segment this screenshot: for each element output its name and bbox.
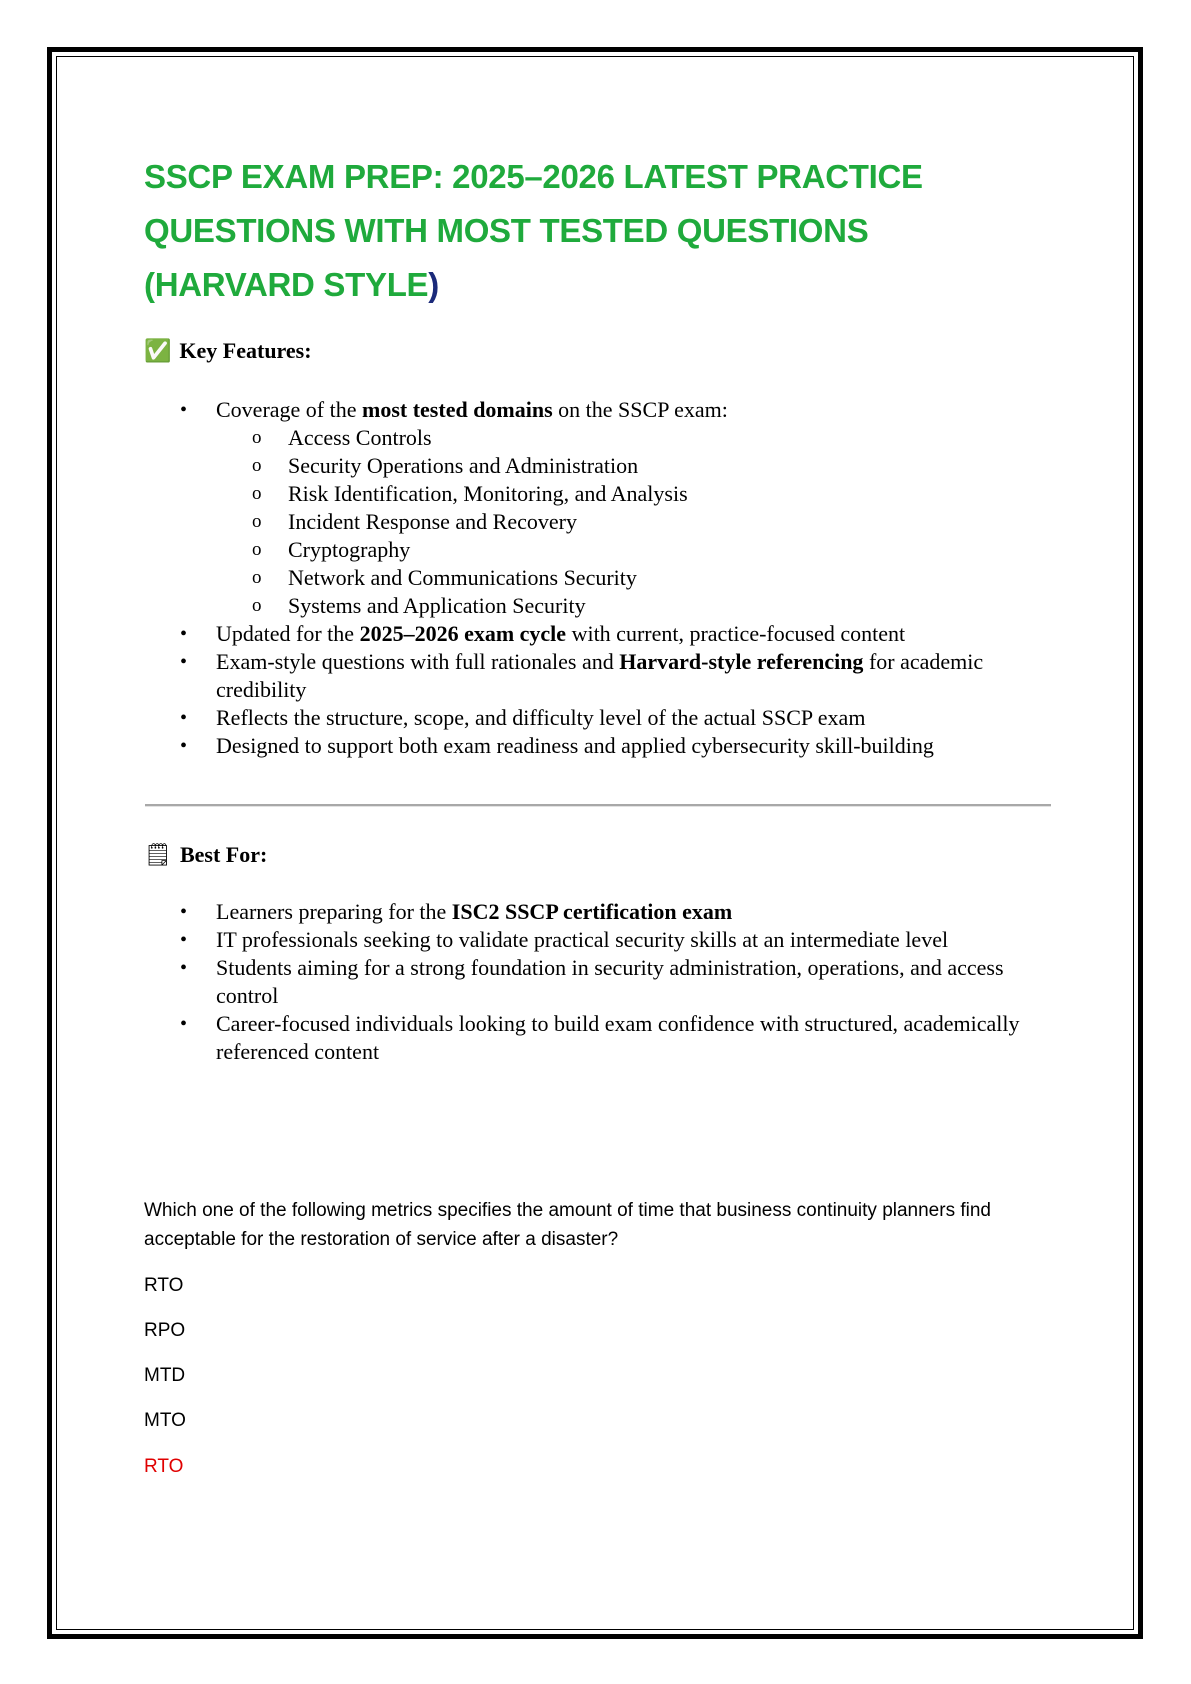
key-features-heading: ✅ Key Features: [144, 338, 312, 363]
circle-bullet-icon: o [252, 567, 262, 588]
best-for-list [144, 898, 1044, 1066]
best-for-heading: 🗒 Best For: [144, 842, 268, 867]
circle-bullet-icon: o [252, 483, 262, 504]
circle-bullet-icon: o [252, 595, 262, 616]
domain-item: o Cryptography [252, 537, 411, 562]
key-features-list [144, 396, 1044, 760]
bullet-icon: • [180, 651, 188, 673]
domain-item: o Risk Identification, Monitoring, and Analysis [252, 481, 688, 506]
circle-bullet-icon: o [252, 539, 262, 560]
bullet-icon: • [180, 707, 188, 729]
circle-bullet-icon: o [252, 511, 262, 532]
correct-answer: RTO [144, 1456, 184, 1477]
bullet-icon: • [180, 1013, 188, 1035]
list-item: • Designed to support both exam readiness and applied cybersecurity skill-building [180, 733, 934, 758]
list-item: • Career-focused individuals looking to build exam confidence with structured, academically referenced content [180, 1011, 1020, 1064]
list-item: • IT professionals seeking to validate practical security skills at an intermediate level [180, 927, 949, 952]
domain-sublist [216, 424, 1044, 620]
document-title: SSCP EXAM PREP: 2025–2026 LATEST PRACTICE QUESTIONS WITH MOST TESTED QUESTIONS (HARVARD STYLE) [144, 158, 923, 303]
bullet-icon: • [180, 901, 188, 923]
domain-item: o Systems and Application Security [252, 593, 586, 618]
circle-bullet-icon: o [252, 455, 262, 476]
bullet-icon: • [180, 929, 188, 951]
option-c: MTD [144, 1365, 186, 1386]
list-item: • Reflects the structure, scope, and difficulty level of the actual SSCP exam [180, 705, 866, 730]
check-icon: ✅ [144, 338, 172, 363]
option-d: MTO [144, 1410, 186, 1431]
bullet-icon: • [180, 623, 188, 645]
domain-item: o Network and Communications Security [252, 565, 637, 590]
section-divider [145, 804, 1051, 807]
option-b: RPO [144, 1320, 186, 1341]
domain-item: o Incident Response and Recovery [252, 509, 577, 534]
domain-item: o Access Controls [252, 425, 432, 450]
bullet-icon: • [180, 957, 188, 979]
list-item: • Exam-style questions with full rationales and Harvard-style referencing for academic credibility [180, 649, 984, 702]
question-text: Which one of the following metrics specifies the amount of time that business continuity planners find acceptable for the restoration of service after a disaster? [144, 1200, 991, 1250]
list-item: • Updated for the 2025–2026 exam cycle with current, practice-focused content [180, 621, 906, 646]
domain-item: o Security Operations and Administration [252, 453, 639, 478]
bullet-icon: • [180, 399, 188, 421]
list-item: • Students aiming for a strong foundation in security administration, operations, and access control [180, 955, 1004, 1008]
notepad-icon: 🗒 [144, 842, 172, 867]
list-item: • Learners preparing for the ISC2 SSCP certification exam [180, 899, 733, 924]
bullet-icon: • [180, 735, 188, 757]
list-item: • Coverage of the most tested domains on the SSCP exam: o Access Controls o Security Operations and Administration o Risk Identification, Monitoring, and Analysis o Incident Response and Recovery o Cryptography o Network and Communications Security o Systems and Application Security [144, 396, 1044, 620]
option-a: RTO [144, 1275, 184, 1296]
circle-bullet-icon: o [252, 427, 262, 448]
